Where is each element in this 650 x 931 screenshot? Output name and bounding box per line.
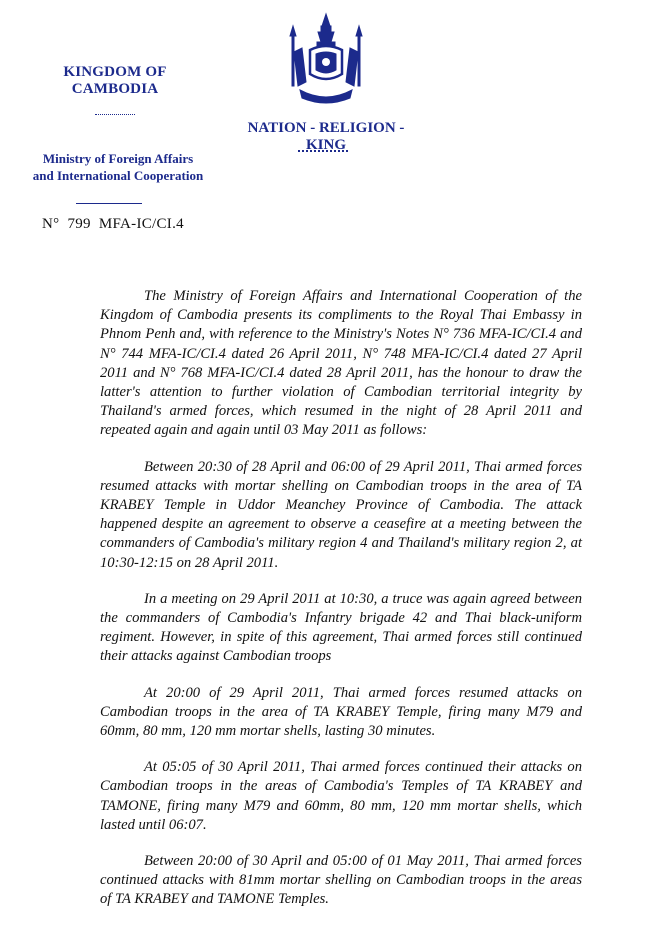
ornament-divider-right <box>298 150 348 155</box>
paragraph: Between 20:30 of 28 April and 06:00 of 29 April 2011, Thai armed forces resumed attacks with mortar shelling on Cambodian troops in the area of TA KRABEY Temple in Uddor Meanchey Province of Cambodia. The attack happened despite an agreement to observe a ceasefire at a meeting between the commanders of Cambodia's military region 4 and Thailand's military region 2, at 10:30-12:15 on 28 April 2011. <box>100 458 582 571</box>
ministry-line-2: and International Cooperation <box>32 168 204 183</box>
ministry-underline <box>76 203 142 204</box>
paragraph-intro: The Ministry of Foreign Affairs and International Cooperation of the Kingdom of Cambodia presents its compliments to the Royal Thai Embassy in Phnom Penh and, with reference to the Ministry's Notes N° 736 MFA-IC/CI.4 and N° 744 MFA-IC/CI.4 dated 26 April 2011, N° 748 MFA-IC/CI.4 dated 27 April 2011 and N° 768 MFA-IC/CI.4 dated 28 April 2011, has the honour to draw the latter's attention to further violation of Cambodian territorial integrity by Thailand's armed forces, which resumed in the night of 28 April 2011 and repeated again and again until 03 May 2011 as follows: <box>100 288 582 439</box>
paragraph: At 05:05 of 30 April 2011, Thai armed forces continued their attacks on Cambodian troops in the areas of Cambodia's Temples of TA KRABEY and TAMONE, firing many M79 and 60mm, 80 mm, 120 mm mortar shells, which lasted until 06:07. <box>100 759 582 833</box>
ornament-divider-left <box>95 114 135 119</box>
letterhead-left <box>20 64 210 119</box>
royal-coat-of-arms-emblem <box>288 12 364 110</box>
kingdom-title: KINGDOM OF CAMBODIA <box>63 64 167 97</box>
ref-prefix: N° <box>42 216 60 232</box>
paragraph: In a meeting on 29 April 2011 at 10:30, a truce was again agreed between the commanders of Cambodia's Infantry brigade 42 and Thai black-uniform regiment. However, in spite of this agreement, Thai armed forces still continued their attacks against Cambodian troops <box>100 590 582 665</box>
ref-number: 799 <box>67 216 91 232</box>
reference-number <box>42 216 192 233</box>
paragraph: At 20:00 of 29 April 2011, Thai armed forces resumed attacks on Cambodian troops in the area of TA KRABEY Temple, firing many M79 and 60mm, 80 mm, 120 mm mortar shells, lasting 30 minutes. <box>100 684 582 740</box>
ref-code: MFA-IC/CI.4 <box>98 216 184 232</box>
national-motto: NATION - RELIGION - KING <box>247 120 405 153</box>
paragraph: Between 20:00 of 30 April and 05:00 of 01 May 2011, Thai armed forces continued attacks with 81mm mortar shelling on Cambodian troops in the areas of TA KRABEY and TAMONE Temples. <box>100 853 582 908</box>
ministry-name <box>28 150 208 184</box>
ministry-line-1: Ministry of Foreign Affairs <box>42 151 194 166</box>
letter-body <box>100 287 582 927</box>
